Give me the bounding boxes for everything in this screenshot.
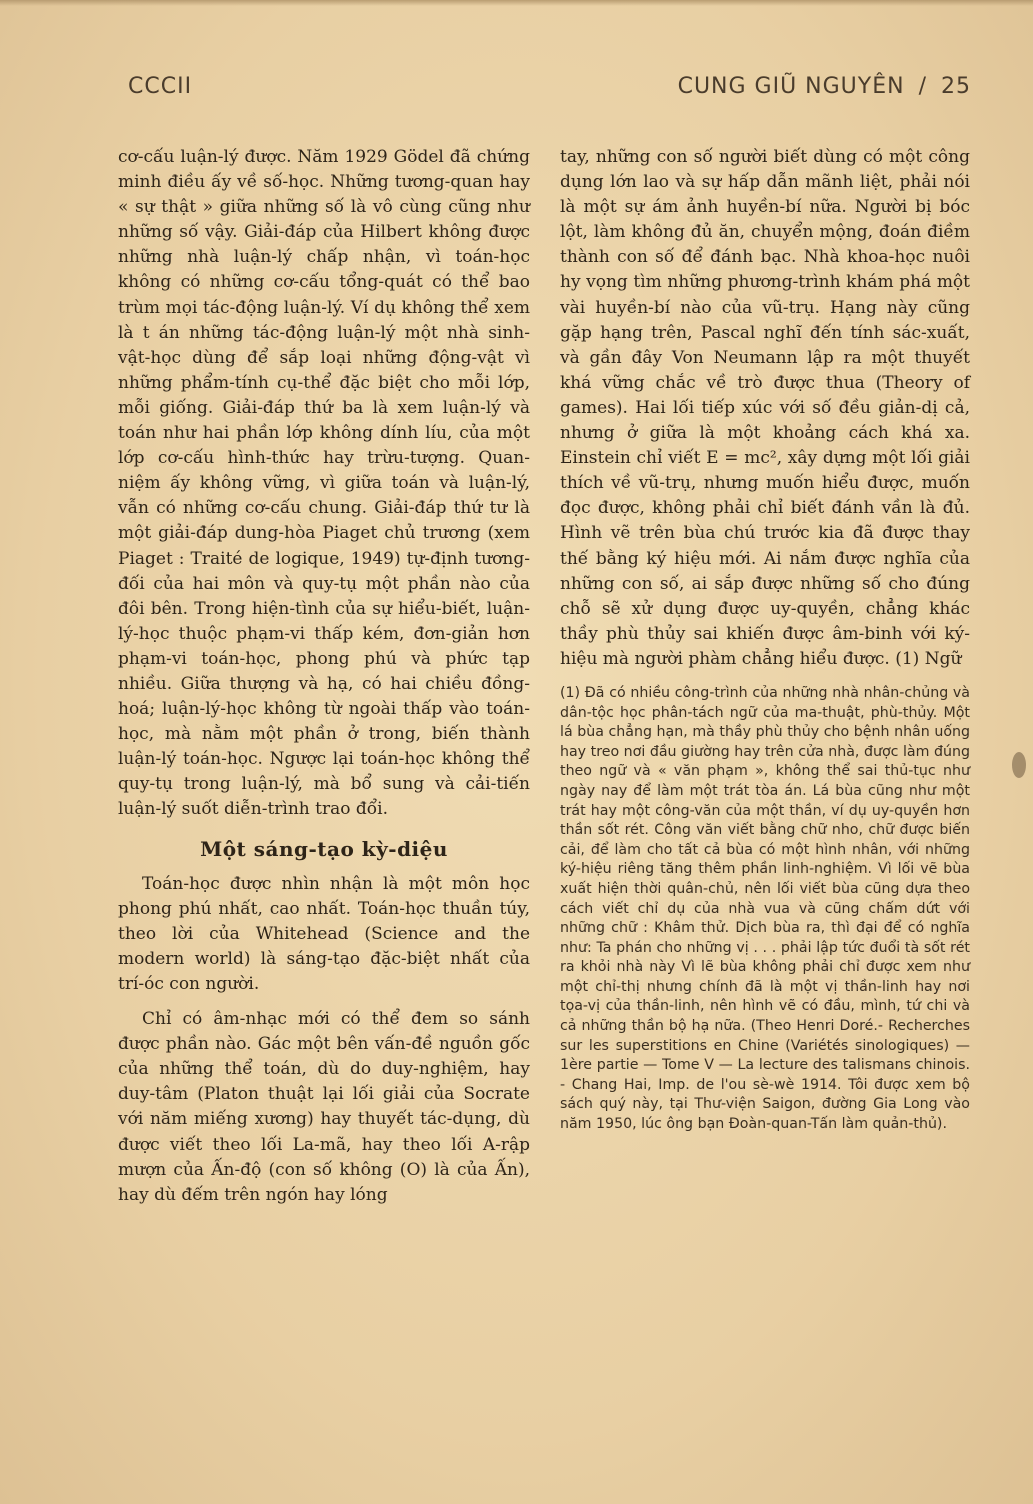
right-paragraph-1: tay, những con số người biết dùng có một công dụng lớn lao và sự hấp dẫn mãnh liệt, phải nói là một sự ám ảnh huyền-bí nữa. Người bị bóc lột, làm không đủ ăn, chuyển mộng, đoán điềm thành con số để đánh bạc. Nhà khoa-học nuôi hy vọng tìm những phương-trình khám phá một vài huyền-bí nào của vũ-trụ. Hạng này cũng gặp hạng trên, Pascal nghĩ đến tính sác-xuất, và gần đây Von Neumann lập ra một thuyết khá vững chắc về trò được thua (Theory of games). Hai lối tiếp xúc với số đều giản-dị cả, nhưng ở giữa là một khoảng cách khá xa. Einstein chỉ viết E = mc², xây dựng một lối giải thích về vũ-trụ, nhưng muốn hiểu được, muốn đọc được, không phải chỉ biết đánh vần là đủ. Hình vẽ trên bùa chú trước kia đã được thay thế bằng ký hiệu mới. Ai nắm được nghĩa của những con số, ai sắp được những số cho đúng chỗ sẽ xử dụng được uy-quyền, chẳng khác thầy phù thủy sai khiến được âm-binh với ký-hiệu mà người phàm chẳng hiểu được. (1) Ngữ bbox=[560, 147, 970, 669]
left-paragraph-2: Toán-học được nhìn nhận là một môn học phong phú nhất, cao nhất. Toán-học thuần túy, theo lời của Whitehead (Science and the modern world) là sáng-tạo đặc-biệt nhất của trí-óc con người. bbox=[118, 873, 530, 994]
running-header bbox=[678, 74, 971, 99]
issue-number: CCCII bbox=[128, 74, 193, 99]
right-column bbox=[560, 145, 970, 1135]
top-edge-shadow bbox=[0, 0, 1033, 6]
left-paragraph-3: Chỉ có âm-nhạc mới có thể đem so sánh được phần nào. Gác một bên vấn-đề nguồn gốc của những thể toán, dù do duy-nghiệm, hay duy-tâm (Platon thuật lại lối giải của Socrate với năm miếng xương) hay thuyết tác-dụng, dù được viết theo lối La-mã, hay theo lối A-rập mượn của Ấn-độ (con số không (O) là của Ấn), hay dù đếm trên ngón hay lóng bbox=[118, 1009, 530, 1205]
left-paragraph-1: cơ-cấu luận-lý được. Năm 1929 Gödel đã chứng minh điều ấy về số-học. Những tương-quan hay « sự thật » giữa những số là vô cùng cũng như những số vậy. Giải-đáp của Hilbert không được những nhà luận-lý chấp nhận, vì toán-học không có những cơ-cấu tổng-quát có thể bao trùm mọi tác-động luận-lý. Ví dụ không thể xem là t án những tác-động luận-lý một nhà sinh-vật-học dùng để sắp loại những động-vật vì những phẩm-tính cụ-thể đặc biệt cho mỗi lớp, mỗi giống. Giải-đáp thứ ba là xem luận-lý và toán như hai phần lớp không dính líu, của một lớp cơ-cấu hình-thức hay trừu-tượng. Quan-niệm ấy không vững, vì giữa toán và luận-lý, vẫn có những cơ-cấu chung. Giải-đáp thứ tư là một giải-đáp dung-hòa Piaget chủ trương (xem Piaget : Traité de logique, 1949) tự-định tương-đối của hai môn và quy-tụ một phần nào của đôi bên. Trong hiện-tình của sự hiểu-biết, luận-lý-học thuộc phạm-vi thấp kém, đơn-giản hơn phạm-vi toán-học, phong phú và phức tạp nhiều. Giữa thượng và hạ, có hai chiều đồng-hoá; luận-lý-học không từ ngoài thấp vào toán-học, mà nằm một phần ở trong, biến thành luận-lý toán-học. Ngược lại toán-học không thể quy-tụ trong luận-lý, mà bổ sung và cải-tiến luận-lý suốt diễn-trình trao đổi. bbox=[118, 147, 530, 820]
left-column bbox=[118, 145, 530, 1208]
page-stain bbox=[1012, 752, 1026, 778]
header-separator: / bbox=[918, 74, 927, 99]
footnote: (1) Đã có nhiều công-trình của những nhà nhân-chủng và dân-tộc học phân-tách ngữ của ma-thuật, phù-thủy. Một lá bùa chẳng hạn, mà thầy phù thủy cho bệnh nhân uống hay treo nơi đầu giường hay trên cửa nhà, được làm đúng theo ngữ và « văn phạm », không thể sai thủ-tục như ngày nay để làm một trát tòa án. Lá bùa cũng như một trát hay một công-văn của một thần, ví dụ uy-quyền hơn thần sốt rét. Công văn viết bằng chữ nho, chữ được biến cải, để làm cho tất cả bùa có một hình nhân, với những ký-hiệu riêng tăng thêm phần linh-nghiệm. Vì lối vẽ bùa xuất hiện thời quân-chủ, nên lối viết bùa cũng dựa theo cách viết chỉ dụ của nhà vua và cũng chấm dứt với những chữ : Khâm thử. Dịch bùa ra, thì đại để có nghĩa như: Ta phán cho những vị . . . phải lập tức đuổi tà sốt rét ra khỏi nhà này Vì lẽ bùa không phải chỉ được xem như một chỉ-thị nhưng chính đã là một vị thần-linh hay nơi tọa-vị của thần-linh, nên hình vẽ có đầu, mình, tứ chi và cả những thần bộ hạ nữa. (Theo Henri Doré.- Recherches sur les superstitions en Chine (Variétés sinologiques) — 1ère partie — Tome V — La lecture des talismans chinois. - Chang Hai, Imp. de l'ou sè-wè 1914. Tôi được xem bộ sách quý này, tại Thư-viện Saigon, đường Gia Long vào năm 1950, lúc ông bạn Đoàn-quan-Tấn làm quản-thủ). bbox=[560, 684, 970, 1133]
author-name: CUNG GIŨ NGUYÊN bbox=[677, 74, 905, 99]
section-heading: Một sáng-tạo kỳ-diệu bbox=[200, 836, 448, 861]
page-number: 25 bbox=[941, 74, 971, 99]
